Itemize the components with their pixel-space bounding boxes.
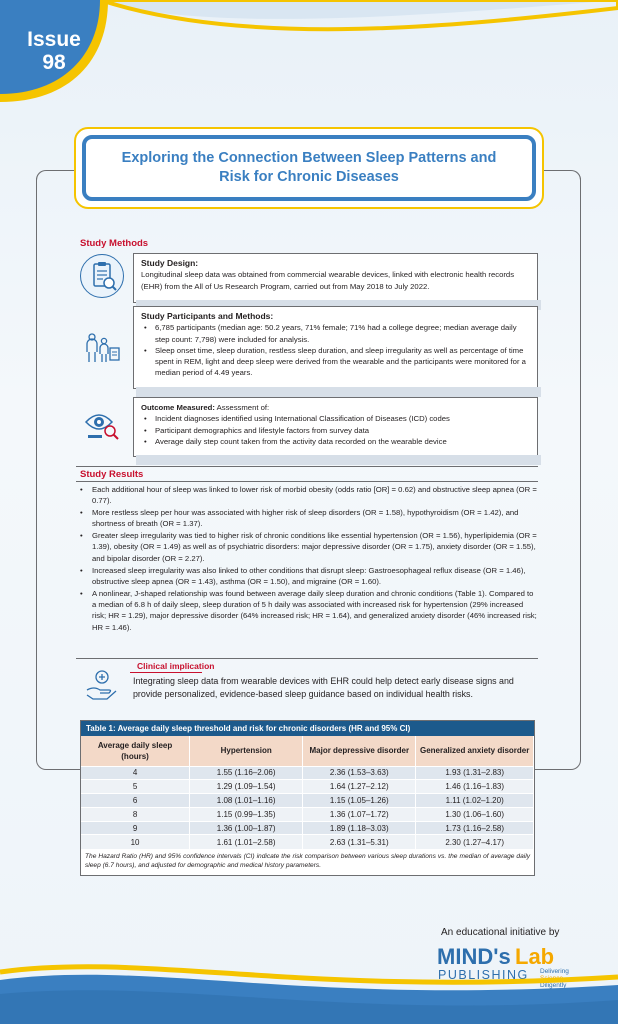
study-results-heading: Study Results <box>80 469 144 480</box>
outcome-box <box>133 397 538 457</box>
table-row: 8 1.15 (0.99–1.35) 1.36 (1.07–1.72) 1.30 (1.06–1.60) <box>81 807 534 821</box>
table-footnote: The Hazard Ratio (HR) and 95% confidence intervals (CI) indicate the risk comparison between various sleep durations vs. the median of average daily sleep (6.7 hours), and adjusted for demographic and medical history parameters. <box>85 852 530 870</box>
sleep-threshold-table <box>80 720 535 876</box>
svg-text:Diligently: Diligently <box>540 982 567 989</box>
list-item: • Participant demographics and lifestyle factors from survey data <box>143 425 530 436</box>
page-title: Exploring the Connection Between Sleep Patterns and Risk for Chronic Diseases <box>82 135 536 201</box>
healthcare-hand-icon <box>82 664 122 704</box>
list-item: • Incident diagnoses identified using International Classification of Diseases (ICD) codes <box>143 413 530 424</box>
clipboard-icon <box>80 254 124 298</box>
logo-publishing-text: PUBLISHING <box>438 968 529 982</box>
svg-text:Science: Science <box>540 975 564 982</box>
logo-lab-text: Lab <box>515 944 555 969</box>
clinical-heading: Clinical implication <box>137 661 215 671</box>
table-row: 9 1.36 (1.00–1.87) 1.89 (1.18–3.03) 1.73 (1.16–2.58) <box>81 821 534 835</box>
data-table <box>81 736 534 849</box>
bottom-wave-decoration <box>0 950 618 1024</box>
list-item: • A nonlinear, J-shaped relationship was found between average daily sleep duration and chronic conditions (Table 1). Compared to a median of 6.8 h of daily sleep, sleep duration of 5 h daily was associated with increased risk for hypertension (29% increased risk; HR = 1.29), major depressive disorder (64% increased risk; HR = 1.64), and generalized anxiety disorder (46% increased risk; HR = 1.46). <box>80 588 538 633</box>
table-row: 10 1.61 (1.01–2.58) 2.63 (1.31–5.31) 2.30 (1.27–4.17) <box>81 835 534 849</box>
table-title: Table 1: Average daily sleep threshold and risk for chronic disorders (HR and 95% CI) <box>81 721 534 736</box>
table-row: 4 1.55 (1.16–2.06) 2.36 (1.53–3.63) 1.93 (1.31–2.83) <box>81 766 534 780</box>
results-list <box>80 484 538 633</box>
list-item: • Sleep onset time, sleep duration, restless sleep duration, and sleep irregularity as well as percentage of time spent in REM, light and deep sleep were derived from the wearable and the participants were monitored for a median period of 4.49 years. <box>143 345 530 379</box>
outcome-heading: Outcome Measured: <box>141 403 215 412</box>
list-item: • Greater sleep irregularity was tied to higher risk of chronic conditions like essential hypertension (OR = 1.56), hyperlipidemia (OR = 1.39), obesity (OR = 1.49) as well as of psychiatric disorders: major depressive disorder (OR = 1.75), anxiety disorder (OR = 1.55), and bipolar disorder (OR = 2.27). <box>80 530 538 564</box>
logo-main-text: MIND's <box>437 944 511 969</box>
initiative-label: An educational initiative by <box>441 927 560 938</box>
issue-number: Issue 98 <box>27 28 81 74</box>
clinical-text: Integrating sleep data from wearable devices with EHR could help detect early disease signs and provide personalized, evidence-based sleep guidance based on individual health risks. <box>133 676 514 699</box>
table-row: 6 1.08 (1.01–1.16) 1.15 (1.05–1.26) 1.11 (1.02–1.20) <box>81 794 534 808</box>
list-item: • Each additional hour of sleep was linked to lower risk of morbid obesity (odds ratio [OR] = 0.62) and obstructive sleep apnea (OR = 0.77). <box>80 484 538 507</box>
study-methods-heading: Study Methods <box>80 238 149 249</box>
table-row: 5 1.29 (1.09–1.54) 1.64 (1.27–2.12) 1.46 (1.16–1.83) <box>81 780 534 794</box>
participants-heading: Study Participants and Methods: <box>141 311 274 321</box>
participants-icon <box>80 326 124 370</box>
participants-box <box>133 306 538 389</box>
column-header: Hypertension <box>190 736 303 766</box>
title-box <box>74 127 544 209</box>
list-item: • Average daily step count taken from the activity data recorded on the wearable device <box>143 436 530 447</box>
column-header: Major depressive disorder <box>303 736 416 766</box>
column-header: Average daily sleep (hours) <box>81 736 190 766</box>
list-item: • More restless sleep per hour was associated with higher risk of sleep disorders (OR = 1.58), hypothyroidism (OR = 1.42), and shortness of breath (OR = 1.37). <box>80 507 538 530</box>
list-item: • Increased sleep irregularity was also linked to other conditions that disrupt sleep: Gastroesophageal reflux disease (OR = 1.46), obstructive sleep apnea (OR = 1.43), asthma (OR = 1.50), and migraine (OR = 1.60). <box>80 565 538 588</box>
study-design-heading: Study Design: <box>141 258 199 268</box>
outcome-lead: Assessment of: <box>214 403 270 412</box>
study-design-text: Longitudinal sleep data was obtained from commercial wearable devices, linked with electronic health records (EHR) from the All of Us Research Program, carried out from May 2018 to July 2022. <box>141 270 515 291</box>
eye-magnifier-icon <box>80 402 124 446</box>
list-item: • 6,785 participants (median age: 50.2 years, 71% female; 71% had a college degree; median average daily step count: 7,798) were included for analysis. <box>143 322 530 345</box>
study-design-box <box>133 253 538 303</box>
column-header: Generalized anxiety disorder <box>416 736 534 766</box>
svg-text:Delivering: Delivering <box>540 968 569 975</box>
